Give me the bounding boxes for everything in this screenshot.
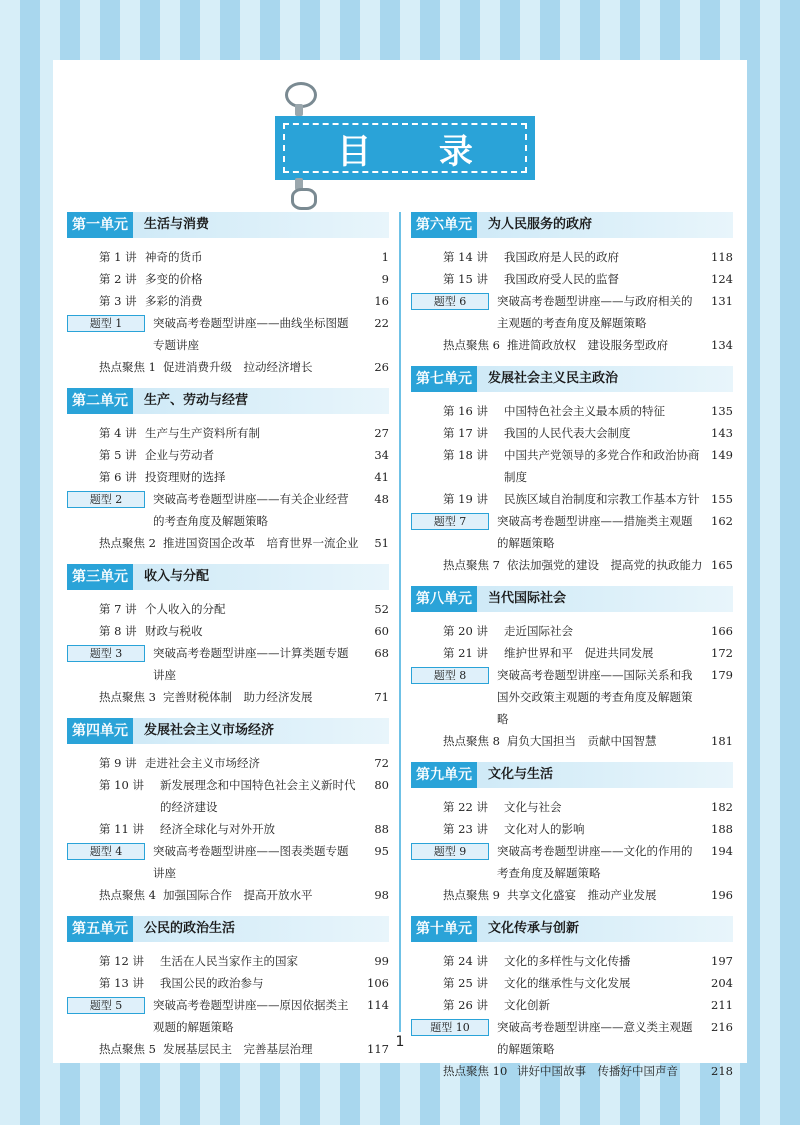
entry-page-number: 143 [711, 426, 733, 440]
entry-title: 个人收入的分配 [145, 602, 226, 616]
unit-name: 文化传承与创新 [488, 921, 580, 936]
toc-entry[interactable] [67, 752, 389, 774]
entry-page-number: 204 [711, 976, 733, 990]
entry-page-number: 149 [711, 448, 733, 462]
toc-entry[interactable] [411, 818, 733, 840]
entry-page-number: 16 [374, 294, 389, 308]
entry-title: 神奇的货币 [145, 250, 203, 264]
entry-page-number: 196 [711, 888, 733, 902]
question-type-badge: 题型 6 [411, 293, 489, 310]
unit-label: 第八单元 [411, 586, 477, 612]
toc-entry[interactable] [411, 422, 733, 444]
toc-entry[interactable] [411, 642, 733, 664]
toc-entry[interactable] [67, 994, 389, 1038]
unit-label: 第六单元 [411, 212, 477, 238]
title-sign [275, 78, 535, 208]
unit-label: 第七单元 [411, 366, 477, 392]
unit-spacer [411, 356, 733, 366]
lecture-label: 第 24 讲 [443, 954, 488, 968]
unit-spacer [411, 906, 733, 916]
entry-title: 新发展理念和中国特色社会主义新时代的经济建设 [160, 778, 356, 814]
entry-page-number: 155 [711, 492, 733, 506]
lecture-label: 第 16 讲 [443, 404, 488, 418]
lecture-label: 第 19 讲 [443, 492, 488, 506]
question-type-badge: 题型 2 [67, 491, 145, 508]
entry-title: 多彩的消费 [145, 294, 203, 308]
unit-spacer [411, 576, 733, 586]
entry-title: 投资理财的选择 [145, 470, 226, 484]
lecture-label: 第 3 讲 [99, 294, 137, 308]
toc-entry[interactable] [67, 642, 389, 686]
unit-name: 发展社会主义市场经济 [144, 723, 275, 738]
question-type-badge: 题型 1 [67, 315, 145, 332]
toc-entry[interactable] [411, 884, 733, 906]
entry-page-number: 60 [374, 624, 389, 638]
toc-entry[interactable] [411, 950, 733, 972]
lecture-label: 第 18 讲 [443, 448, 488, 462]
entry-title: 突破高考卷题型讲座——意义类主观题的解题策略 [497, 1020, 693, 1056]
unit-label: 第四单元 [67, 718, 133, 744]
lecture-label: 第 7 讲 [99, 602, 137, 616]
hotspot-label: 热点聚焦 3 [99, 690, 156, 704]
unit-name: 为人民服务的政府 [488, 217, 593, 232]
hotspot-label: 热点聚焦 6 [443, 338, 500, 352]
hotspot-label: 热点聚焦 9 [443, 888, 500, 902]
unit-spacer [67, 708, 389, 718]
entry-title: 文化与社会 [504, 800, 562, 814]
entry-page-number: 80 [374, 778, 389, 792]
unit-spacer [67, 1060, 389, 1070]
entry-page-number: 72 [374, 756, 389, 770]
entry-title: 我国的人民代表大会制度 [504, 426, 631, 440]
toc-entry[interactable] [67, 884, 389, 906]
toc-entry[interactable] [411, 268, 733, 290]
lecture-label: 第 26 讲 [443, 998, 488, 1012]
entry-page-number: 188 [711, 822, 733, 836]
toc-entry[interactable] [411, 554, 733, 576]
unit-label: 第二单元 [67, 388, 133, 414]
entry-title: 生产与生产资料所有制 [145, 426, 260, 440]
entry-title: 财政与税收 [145, 624, 203, 638]
entry-title: 突破高考卷题型讲座——曲线坐标图题专题讲座 [153, 316, 349, 352]
lecture-label: 第 5 讲 [99, 448, 137, 462]
entry-title: 突破高考卷题型讲座——计算类题专题讲座 [153, 646, 349, 682]
unit-name: 文化与生活 [488, 767, 554, 782]
entry-page-number: 95 [374, 844, 389, 858]
entry-title: 完善财税体制 助力经济发展 [163, 690, 313, 704]
toc-entry[interactable] [67, 972, 389, 994]
entry-title: 肩负大国担当 贡献中国智慧 [507, 734, 657, 748]
lecture-label: 第 2 讲 [99, 272, 137, 286]
entry-title: 我国政府是人民的政府 [504, 250, 619, 264]
toc-entry[interactable] [411, 796, 733, 818]
toc-left-column [67, 212, 389, 1070]
toc-entry[interactable] [67, 312, 389, 356]
entry-page-number: 48 [374, 492, 389, 506]
entry-page-number: 135 [711, 404, 733, 418]
entry-page-number: 99 [374, 954, 389, 968]
lecture-label: 第 11 讲 [99, 822, 144, 836]
question-type-badge: 题型 3 [67, 645, 145, 662]
entry-title: 突破高考卷题型讲座——图表类题专题讲座 [153, 844, 349, 880]
unit-spacer [67, 378, 389, 388]
unit-header [411, 762, 733, 788]
entry-title: 中国特色社会主义最本质的特征 [504, 404, 665, 418]
toc-entry[interactable] [67, 290, 389, 312]
hotspot-label: 热点聚焦 2 [99, 536, 156, 550]
toc-entry[interactable] [411, 972, 733, 994]
toc-entry[interactable] [67, 532, 389, 554]
entry-title: 文化的继承性与文化发展 [504, 976, 631, 990]
unit-name: 当代国际社会 [488, 591, 567, 606]
unit-spacer [67, 906, 389, 916]
toc-entry[interactable] [411, 290, 733, 334]
entry-page-number: 179 [711, 668, 733, 682]
unit-header [67, 718, 389, 744]
toc-entry[interactable] [411, 730, 733, 752]
entry-title: 生活在人民当家作主的国家 [160, 954, 298, 968]
entry-title: 我国政府受人民的监督 [504, 272, 619, 286]
question-type-badge: 题型 9 [411, 843, 489, 860]
unit-header [411, 916, 733, 942]
entry-title: 中国共产党领导的多党合作和政治协商制度 [504, 448, 700, 484]
page-number: 1 [395, 1034, 405, 1050]
unit-header [411, 586, 733, 612]
column-divider [399, 212, 401, 1032]
unit-label: 第一单元 [67, 212, 133, 238]
entry-page-number: 172 [711, 646, 733, 660]
entry-page-number: 22 [374, 316, 389, 330]
lecture-label: 第 12 讲 [99, 954, 144, 968]
unit-label: 第十单元 [411, 916, 477, 942]
entry-page-number: 106 [367, 976, 389, 990]
entry-title: 讲好中国故事 传播好中国声音 [517, 1064, 678, 1078]
title-board [275, 116, 535, 180]
lecture-label: 第 1 讲 [99, 250, 137, 264]
entry-title: 突破高考卷题型讲座——国际关系和我国外交政策主观题的考查角度及解题策略 [497, 668, 693, 726]
toc-entry[interactable] [411, 444, 733, 488]
lecture-label: 第 17 讲 [443, 426, 488, 440]
entry-page-number: 88 [374, 822, 389, 836]
lecture-label: 第 6 讲 [99, 470, 137, 484]
toc-entry[interactable] [67, 356, 389, 378]
entry-title: 企业与劳动者 [145, 448, 214, 462]
entry-page-number: 27 [374, 426, 389, 440]
unit-label: 第九单元 [411, 762, 477, 788]
toc-entry[interactable] [411, 620, 733, 642]
entry-page-number: 98 [374, 888, 389, 902]
question-type-badge: 题型 8 [411, 667, 489, 684]
unit-header [67, 916, 389, 942]
entry-title: 走近国际社会 [504, 624, 573, 638]
unit-header [411, 212, 733, 238]
toc-entry[interactable] [411, 1060, 733, 1082]
entry-title: 走进社会主义市场经济 [145, 756, 260, 770]
toc-entry[interactable] [67, 422, 389, 444]
question-type-badge: 题型 5 [67, 997, 145, 1014]
entry-page-number: 182 [711, 800, 733, 814]
entry-page-number: 197 [711, 954, 733, 968]
entry-title: 经济全球化与对外开放 [160, 822, 275, 836]
entry-page-number: 51 [374, 536, 389, 550]
lower-hanger-ring-icon [291, 188, 317, 210]
unit-spacer [411, 752, 733, 762]
entry-page-number: 181 [711, 734, 733, 748]
entry-page-number: 216 [711, 1020, 733, 1034]
toc-entry[interactable] [67, 444, 389, 466]
entry-title: 我国公民的政治参与 [160, 976, 264, 990]
hotspot-label: 热点聚焦 5 [99, 1042, 156, 1056]
unit-header [67, 212, 389, 238]
lecture-label: 第 15 讲 [443, 272, 488, 286]
toc-entry[interactable] [67, 840, 389, 884]
entry-page-number: 117 [367, 1042, 389, 1056]
entry-page-number: 218 [711, 1064, 733, 1078]
unit-spacer [411, 1082, 733, 1092]
entry-title: 推进简政放权 建设服务型政府 [507, 338, 668, 352]
toc-entry[interactable] [67, 950, 389, 972]
hotspot-label: 热点聚焦 4 [99, 888, 156, 902]
lecture-label: 第 9 讲 [99, 756, 137, 770]
toc-entry[interactable] [411, 334, 733, 356]
entry-page-number: 162 [711, 514, 733, 528]
unit-spacer [67, 554, 389, 564]
hotspot-label: 热点聚焦 8 [443, 734, 500, 748]
entry-page-number: 134 [711, 338, 733, 352]
entry-page-number: 166 [711, 624, 733, 638]
entry-page-number: 124 [711, 272, 733, 286]
toc-entry[interactable] [411, 246, 733, 268]
toc-entry[interactable] [67, 268, 389, 290]
entry-title: 突破高考卷题型讲座——措施类主观题的解题策略 [497, 514, 693, 550]
entry-page-number: 9 [381, 272, 389, 286]
hotspot-label: 热点聚焦 7 [443, 558, 500, 572]
entry-page-number: 131 [711, 294, 733, 308]
toc-entry[interactable] [67, 686, 389, 708]
question-type-badge: 题型 7 [411, 513, 489, 530]
entry-title: 推进国资国企改革 培育世界一流企业 [163, 536, 359, 550]
hotspot-label: 热点聚焦 1 [99, 360, 156, 374]
lecture-label: 第 13 讲 [99, 976, 144, 990]
lecture-label: 第 8 讲 [99, 624, 137, 638]
entry-page-number: 71 [374, 690, 389, 704]
entry-title: 突破高考卷题型讲座——原因依据类主观题的解题策略 [153, 998, 349, 1034]
unit-label: 第三单元 [67, 564, 133, 590]
entry-title: 维护世界和平 促进共同发展 [504, 646, 654, 660]
entry-title: 文化创新 [504, 998, 550, 1012]
unit-name: 生活与消费 [144, 217, 210, 232]
toc-entry[interactable] [411, 400, 733, 422]
lecture-label: 第 21 讲 [443, 646, 488, 660]
hanger-stem [295, 104, 303, 116]
toc-right-column [411, 212, 733, 1092]
unit-name: 生产、劳动与经营 [144, 393, 249, 408]
toc-entry[interactable] [411, 840, 733, 884]
entry-title: 加强国际合作 提高开放水平 [163, 888, 313, 902]
entry-title: 共享文化盛宴 推动产业发展 [507, 888, 657, 902]
entry-page-number: 194 [711, 844, 733, 858]
entry-page-number: 211 [711, 998, 733, 1012]
question-type-badge: 题型 10 [411, 1019, 489, 1036]
toc-entry[interactable] [67, 774, 389, 818]
entry-page-number: 26 [374, 360, 389, 374]
toc-entry[interactable] [67, 620, 389, 642]
unit-header [67, 388, 389, 414]
unit-name: 发展社会主义民主政治 [488, 371, 619, 386]
entry-title: 突破高考卷题型讲座——有关企业经营的考查角度及解题策略 [153, 492, 349, 528]
lecture-label: 第 20 讲 [443, 624, 488, 638]
toc-entry[interactable] [67, 818, 389, 840]
unit-name: 公民的政治生活 [144, 921, 236, 936]
toc-entry[interactable] [67, 488, 389, 532]
unit-label: 第五单元 [67, 916, 133, 942]
entry-page-number: 34 [374, 448, 389, 462]
entry-page-number: 52 [374, 602, 389, 616]
entry-page-number: 114 [367, 998, 389, 1012]
entry-title: 民族区域自治制度和宗教工作基本方针 [504, 492, 700, 506]
toc-entry[interactable] [67, 246, 389, 268]
entry-title: 突破高考卷题型讲座——文化的作用的考查角度及解题策略 [497, 844, 693, 880]
entry-title: 依法加强党的建设 提高党的执政能力 [507, 558, 703, 572]
toc-entry[interactable] [411, 994, 733, 1016]
lecture-label: 第 23 讲 [443, 822, 488, 836]
lecture-label: 第 4 讲 [99, 426, 137, 440]
lecture-label: 第 14 讲 [443, 250, 488, 264]
unit-header [67, 564, 389, 590]
entry-page-number: 118 [711, 250, 733, 264]
unit-name: 收入与分配 [144, 569, 210, 584]
entry-title: 文化对人的影响 [504, 822, 585, 836]
entry-page-number: 1 [381, 250, 389, 264]
entry-title: 多变的价格 [145, 272, 203, 286]
lecture-label: 第 10 讲 [99, 778, 144, 792]
entry-title: 文化的多样性与文化传播 [504, 954, 631, 968]
entry-page-number: 68 [374, 646, 389, 660]
entry-title: 突破高考卷题型讲座——与政府相关的主观题的考查角度及解题策略 [497, 294, 693, 330]
toc-entry[interactable] [411, 664, 733, 730]
lecture-label: 第 25 讲 [443, 976, 488, 990]
entry-page-number: 165 [711, 558, 733, 572]
hotspot-label: 热点聚焦 10 [443, 1064, 508, 1078]
question-type-badge: 题型 4 [67, 843, 145, 860]
toc-page [53, 60, 747, 1078]
entry-title: 促进消费升级 拉动经济增长 [163, 360, 313, 374]
toc-entry[interactable] [67, 598, 389, 620]
entry-title: 发展基层民主 完善基层治理 [163, 1042, 313, 1056]
entry-page-number: 41 [374, 470, 389, 484]
toc-entry[interactable] [411, 510, 733, 554]
title-dashed-frame [283, 123, 527, 173]
lecture-label: 第 22 讲 [443, 800, 488, 814]
page-title: 目 录 [337, 131, 501, 172]
unit-header [411, 366, 733, 392]
toc-entry[interactable] [67, 466, 389, 488]
toc-entry[interactable] [411, 488, 733, 510]
